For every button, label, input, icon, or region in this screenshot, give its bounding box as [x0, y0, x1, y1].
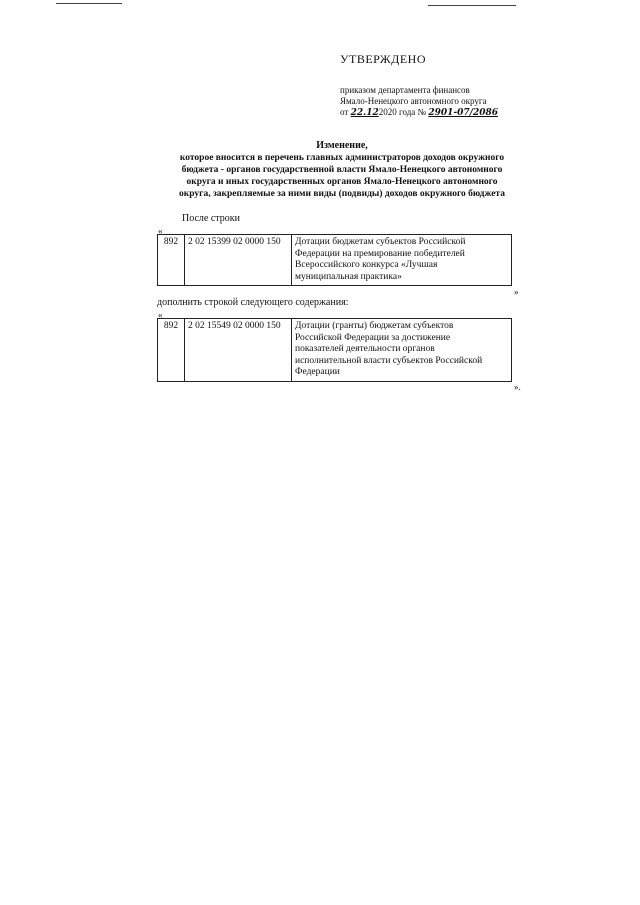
revenue-name-line: Федерации на премирование победителей: [295, 248, 465, 259]
approval-stamp: УТВЕРЖДЕНО: [340, 52, 427, 66]
revenue-name-line: Дотации бюджетам субъектов Российской: [295, 237, 466, 247]
revenue-name-line: Всероссийского конкурса «Лучшая: [295, 260, 438, 270]
revenue-code-cell: 2 02 15549 02 0000 150: [185, 319, 292, 382]
approval-region-line: Ямало-Ненецкого автономного округа: [340, 96, 487, 106]
revenue-name-line: Федерации: [295, 367, 340, 377]
heading-line-2: бюджета - органов государственной власти Ямало-Ненецкого автономного: [181, 165, 503, 175]
open-quote-2: «: [158, 310, 163, 320]
added-row-table: [157, 318, 512, 382]
close-quote-1: »: [514, 287, 519, 297]
table-row: [158, 319, 512, 382]
heading-title: Изменение,: [316, 140, 368, 151]
date-prefix: от: [340, 107, 349, 117]
revenue-name-cell: [292, 319, 512, 382]
heading-line-4: округа, закрепляемые за ними виды (подвиды) доходов окружного бюджета: [179, 189, 505, 199]
top-right-scan-line: [428, 5, 516, 6]
heading-line-3: округа и иных государственных органов Ямало-Ненецкого автономного: [186, 177, 498, 187]
top-left-scan-line: [56, 3, 122, 4]
document-heading: [152, 140, 532, 200]
revenue-code-cell: 2 02 15399 02 0000 150: [185, 235, 292, 286]
after-row-label: После строки: [182, 213, 240, 224]
revenue-name-line: Российской Федерации за достижение: [295, 332, 451, 343]
revenue-name-line: Дотации (гранты) бюджетам субъектов: [295, 321, 454, 331]
year-text: 2020 года №: [378, 107, 427, 117]
admin-code-cell: 892: [158, 319, 185, 382]
existing-row-table: [157, 234, 512, 286]
handwritten-order-number: 2901-07/2086: [428, 108, 499, 118]
handwritten-date: 22.12: [350, 108, 379, 118]
approval-block: [340, 52, 600, 119]
approval-date-line: [340, 107, 600, 119]
revenue-name-cell: [292, 235, 512, 286]
open-quote-1: «: [158, 226, 163, 236]
revenue-name-line: показателей деятельности органов: [295, 344, 435, 354]
add-row-label: дополнить строкой следующего содержания:: [157, 297, 349, 308]
approval-order-line: приказом департамента финансов: [340, 85, 470, 95]
close-quote-final: ».: [514, 382, 521, 392]
table-row: [158, 235, 512, 286]
admin-code-cell: 892: [158, 235, 185, 286]
heading-line-1: которое вносится в перечень главных администраторов доходов окружного: [179, 153, 505, 163]
revenue-name-line: муниципальная практика»: [295, 271, 402, 282]
revenue-name-line: исполнительной власти субъектов Российской: [295, 355, 483, 366]
